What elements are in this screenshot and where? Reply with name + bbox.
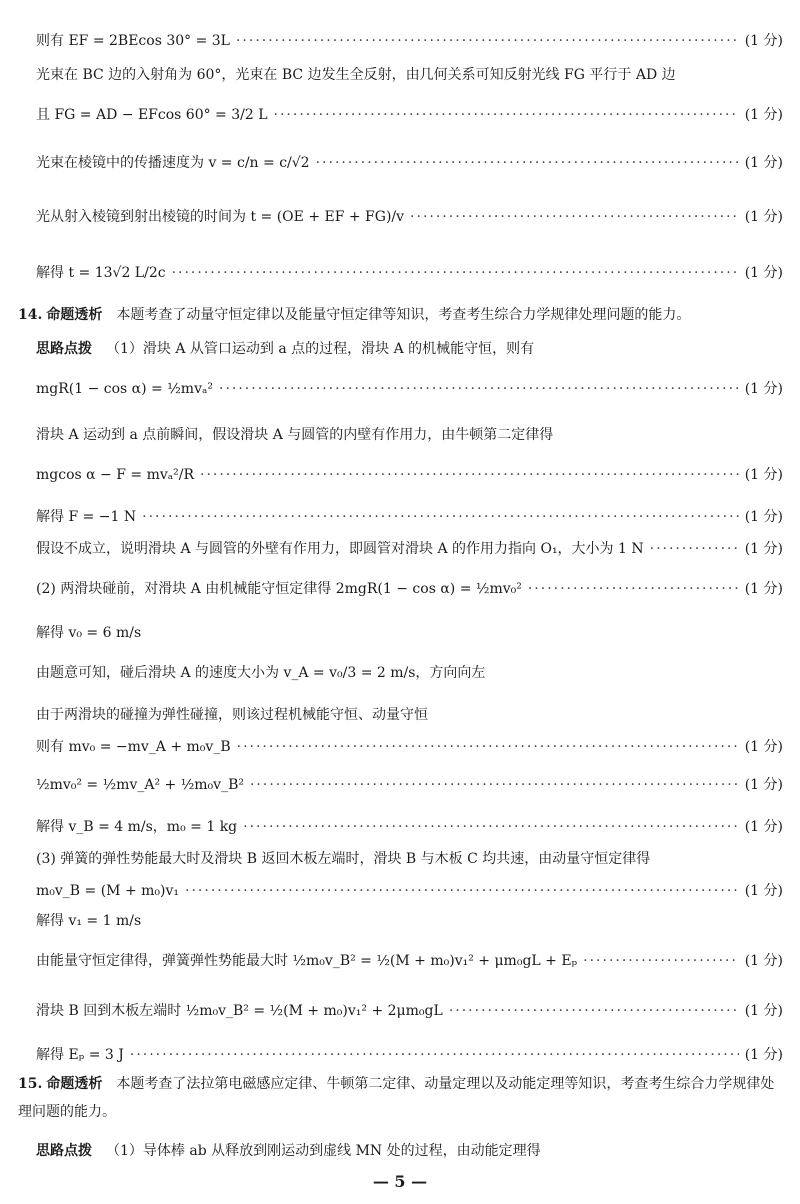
line-text: 本题考查了法拉第电磁感应定律、牛顿第二定律、动量定理以及动能定理等知识，考查考生综合力学规律处理问题的能力。 xyxy=(18,1076,775,1120)
line-text: 解得 v_B = 4 m/s，m₀ = 1 kg xyxy=(36,819,238,835)
line-text: 则有 EF = 2BEcos 30° = 3L xyxy=(36,33,230,49)
text-line xyxy=(36,876,783,906)
line-text: mgR(1 − cos α) = ½mvₐ² xyxy=(36,381,213,397)
text-line xyxy=(36,732,783,762)
text-line xyxy=(36,148,783,178)
line-text: 解得 v₁ = 1 m/s xyxy=(36,913,142,929)
line-text: mgcos α − F = mvₐ²/R xyxy=(36,467,195,483)
score-label: (1 分) xyxy=(744,509,783,525)
line-text: 且 FG = AD − EFcos 60° = 3/2 L xyxy=(36,107,268,123)
line-text: 滑块 B 回到木板左端时 ½m₀v_B² = ½(M + m₀)v₁² + 2μm₀gL xyxy=(36,1003,443,1019)
text-line xyxy=(36,844,783,874)
score-label: (1 分) xyxy=(744,739,783,755)
score-label: (1 分) xyxy=(744,209,783,225)
text-line xyxy=(36,460,783,490)
question-heading xyxy=(18,1070,783,1126)
text-line xyxy=(36,258,783,288)
text-line xyxy=(36,26,783,56)
text-line xyxy=(36,1040,783,1070)
line-text: 解得 Eₚ = 3 J xyxy=(36,1047,124,1063)
line-text: m₀v_B = (M + m₀)v₁ xyxy=(36,883,180,899)
text-line xyxy=(36,334,783,364)
line-text: 解得 t = 13√2 L/2c xyxy=(36,265,166,281)
leader-dots xyxy=(237,737,739,757)
leader-dots xyxy=(316,153,739,173)
score-label: (1 分) xyxy=(744,265,783,281)
line-text: (3) 弹簧的弹性势能最大时及滑块 B 返回木板左端时，滑块 B 与木板 C 均共速，由动量守恒定律得 xyxy=(36,851,651,867)
leader-dots xyxy=(130,1045,739,1065)
text-line xyxy=(36,996,783,1026)
text-line xyxy=(36,374,783,404)
score-label: (1 分) xyxy=(744,953,783,969)
score-label: (1 分) xyxy=(744,1003,783,1019)
line-text: 由于两滑块的碰撞为弹性碰撞，则该过程机械能守恒、动量守恒 xyxy=(36,707,428,723)
text-line xyxy=(36,100,783,130)
line-text: （1）滑块 A 从管口运动到 a 点的过程，滑块 A 的机械能守恒，则有 xyxy=(106,341,535,357)
line-text: 解得 v₀ = 6 m/s xyxy=(36,625,142,641)
score-label: (1 分) xyxy=(744,883,783,899)
leader-dots xyxy=(219,379,739,399)
leader-dots xyxy=(583,951,739,971)
text-line xyxy=(36,534,783,564)
line-text: 光束在 BC 边的入射角为 60°，光束在 BC 边发生全反射，由几何关系可知反射光线 FG 平行于 AD 边 xyxy=(36,67,676,83)
score-label: (1 分) xyxy=(744,155,783,171)
score-label: (1 分) xyxy=(744,467,783,483)
leader-dots xyxy=(142,507,739,527)
score-label: (1 分) xyxy=(744,107,783,123)
text-line xyxy=(36,1136,783,1166)
score-label: (1 分) xyxy=(744,1047,783,1063)
line-text: (2) 两滑块碰前，对滑块 A 由机械能守恒定律得 2mgR(1 − cos α) = ½mv₀² xyxy=(36,581,522,597)
line-text: 滑块 A 运动到 a 点前瞬间，假设滑块 A 与圆管的内壁有作用力，由牛顿第二定律得 xyxy=(36,427,554,443)
section-label: 命题透析 xyxy=(46,1076,103,1092)
section-label: 命题透析 xyxy=(46,307,103,323)
question-number: 14. xyxy=(18,307,43,323)
leader-dots xyxy=(449,1001,739,1021)
leader-dots xyxy=(250,775,739,795)
leader-dots xyxy=(200,465,739,485)
text-line xyxy=(36,770,783,800)
line-text: 光从射入棱镜到射出棱镜的时间为 t = (OE + EF + FG)/v xyxy=(36,209,405,225)
text-line xyxy=(36,906,783,936)
score-label: (1 分) xyxy=(744,33,783,49)
line-text: 则有 mv₀ = −mv_A + m₀v_B xyxy=(36,739,231,755)
section-label: 思路点拨 xyxy=(36,1143,92,1159)
line-text: 解得 F = −1 N xyxy=(36,509,137,525)
text-line xyxy=(36,658,783,688)
section-label: 思路点拨 xyxy=(36,341,92,357)
score-label: (1 分) xyxy=(744,581,783,597)
text-line xyxy=(36,618,783,648)
line-text: 假设不成立，说明滑块 A 与圆管的外壁有作用力，即圆管对滑块 A 的作用力指向 O₁，大小为 1 N xyxy=(36,541,644,557)
leader-dots xyxy=(172,263,739,283)
text-line xyxy=(36,700,783,730)
question-heading xyxy=(18,300,783,330)
line-text: 由能量守恒定律得，弹簧弹性势能最大时 ½m₀v_B² = ½(M + m₀)v₁² + μm₀gL + Eₚ xyxy=(36,953,578,969)
text-line xyxy=(36,202,783,232)
text-line xyxy=(36,60,783,90)
text-line xyxy=(36,574,783,604)
score-label: (1 分) xyxy=(744,541,783,557)
leader-dots xyxy=(528,579,739,599)
line-text: （1）导体棒 ab 从释放到刚运动到虚线 MN 处的过程，由动能定理得 xyxy=(106,1143,541,1159)
leader-dots xyxy=(243,817,739,837)
leader-dots xyxy=(410,207,739,227)
leader-dots xyxy=(274,105,739,125)
text-line xyxy=(36,812,783,842)
leader-dots xyxy=(650,539,739,559)
line-text: ½mv₀² = ½mv_A² + ½m₀v_B² xyxy=(36,777,244,793)
text-line xyxy=(36,502,783,532)
page-number: — 5 — xyxy=(372,1172,428,1191)
line-text: 光束在棱镜中的传播速度为 v = c/n = c/√2 xyxy=(36,155,310,171)
text-line xyxy=(36,420,783,450)
question-number: 15. xyxy=(18,1076,43,1092)
leader-dots xyxy=(185,881,739,901)
score-label: (1 分) xyxy=(744,777,783,793)
line-text: 由题意可知，碰后滑块 A 的速度大小为 v_A = v₀/3 = 2 m/s，方向向左 xyxy=(36,665,486,681)
text-line xyxy=(36,946,783,976)
line-text: 本题考查了动量守恒定律以及能量守恒定律等知识，考查考生综合力学规律处理问题的能力。 xyxy=(116,307,691,323)
leader-dots xyxy=(236,31,739,51)
score-label: (1 分) xyxy=(744,381,783,397)
score-label: (1 分) xyxy=(744,819,783,835)
